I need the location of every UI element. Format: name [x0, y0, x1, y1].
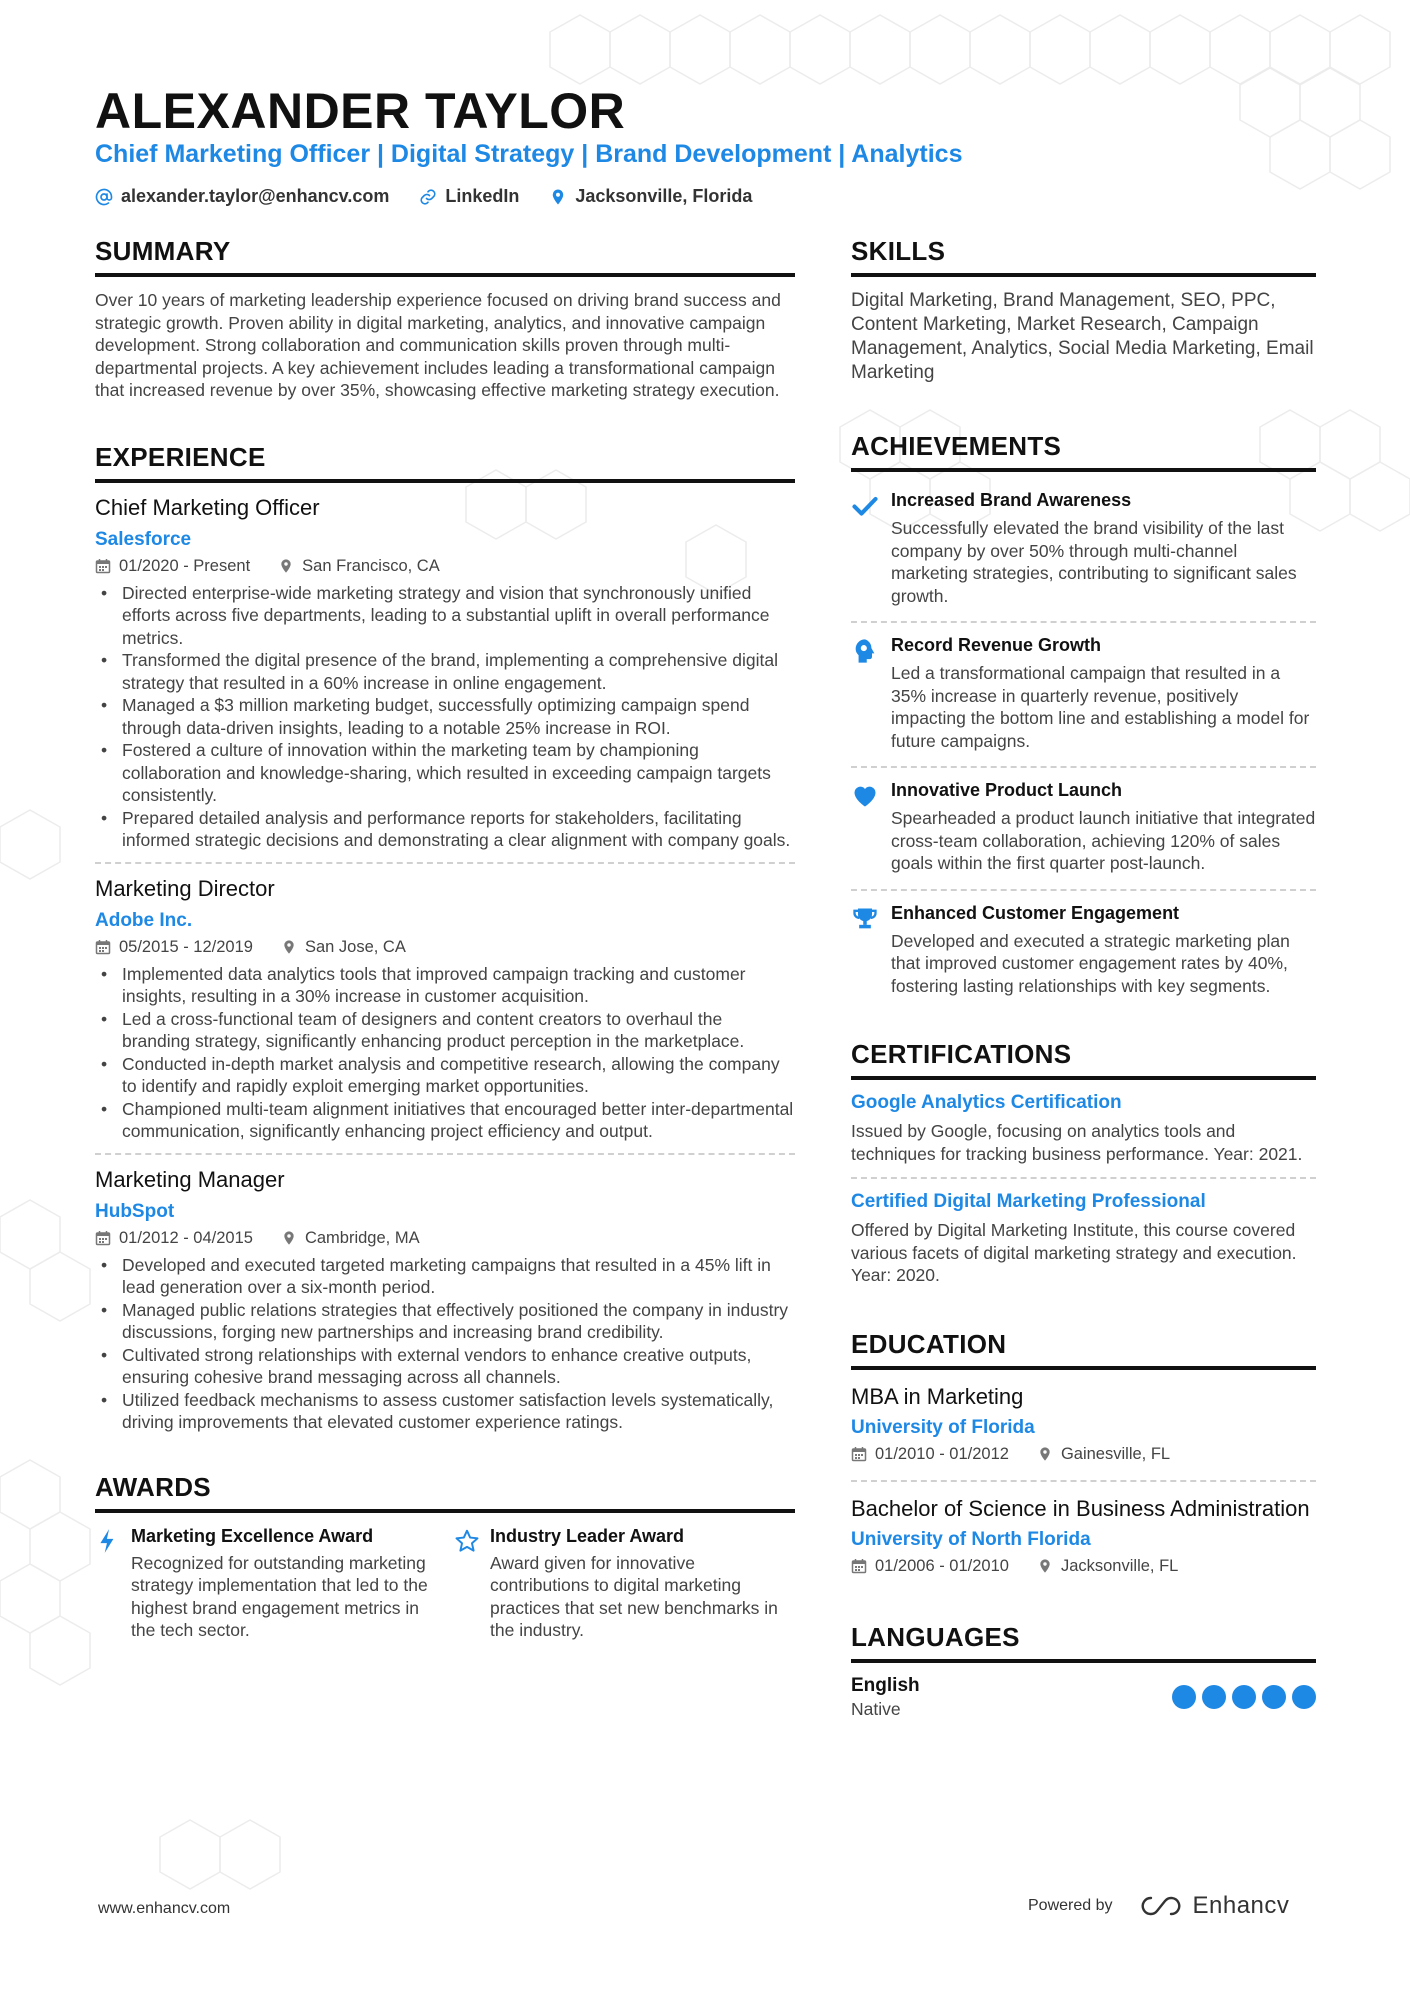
- award-title: Marketing Excellence Award: [131, 1525, 374, 1546]
- job-location: Cambridge, MA: [304, 1228, 420, 1247]
- education-meta: [851, 1445, 1316, 1464]
- education-location: Gainesville, FL: [1060, 1444, 1171, 1463]
- brand-text: Enhancv: [1192, 1892, 1290, 1919]
- map-pin-icon: [1037, 1558, 1053, 1574]
- star-icon: [454, 1528, 480, 1554]
- achievement-item: [851, 889, 1316, 1006]
- job-entry: [95, 1153, 795, 1444]
- footer-website[interactable]: www.enhancv.com: [98, 1900, 231, 1917]
- achievements-section: [851, 431, 1316, 1005]
- map-pin-icon: [1037, 1446, 1053, 1462]
- company-name: Salesforce: [95, 528, 192, 550]
- job-meta: [95, 557, 795, 576]
- rating-dot: [1232, 1685, 1256, 1709]
- language-rating: [1172, 1685, 1316, 1709]
- achievement-desc: Successfully elevated the brand visibility of the last company by over 50% through multi-channel marketing strategies, contributing to significant sales growth.: [891, 518, 1297, 606]
- at-icon: [95, 188, 113, 206]
- company-name: HubSpot: [95, 1200, 175, 1222]
- achievement-title: Innovative Product Launch: [891, 780, 1123, 800]
- bolt-icon: [95, 1528, 121, 1554]
- summary-heading: SUMMARY: [95, 236, 795, 277]
- education-section: [851, 1329, 1316, 1592]
- rating-dot: [1292, 1685, 1316, 1709]
- calendar-icon: [95, 558, 111, 574]
- certification-item: [851, 1177, 1316, 1299]
- calendar-icon: [95, 939, 111, 955]
- experience-heading: EXPERIENCE: [95, 442, 795, 483]
- award-desc: Award given for innovative contributions to digital marketing practices that set new benchmarks in the industry.: [490, 1552, 778, 1640]
- footer-branding: [1028, 1892, 1289, 1920]
- calendar-icon: [851, 1558, 867, 1574]
- bullet-item: • Championed multi-team alignment initiatives that encouraged better inter-departmental communication, significantly enhancing project efficiency and output.: [95, 1098, 795, 1143]
- education-item: [851, 1382, 1316, 1480]
- linkedin-contact[interactable]: [419, 186, 519, 207]
- rating-dot: [1202, 1685, 1226, 1709]
- job-bullets: [95, 963, 795, 1143]
- achievement-desc: Spearheaded a product launch initiative that integrated cross-team collaboration, achieving 120% of sales goals within the first quarter post-launch.: [891, 808, 1316, 873]
- bullet-item: • Prepared detailed analysis and performance reports for stakeholders, facilitating informed strategic decisions and demonstrating a clear alignment with company goals.: [95, 807, 795, 852]
- job-title: Marketing Director: [95, 875, 275, 901]
- bullet-item: • Fostered a culture of innovation within the marketing team by championing collaboration and knowledge-sharing, which resulted in exceeding campaign targets consistently.: [95, 739, 795, 807]
- left-column: [95, 236, 795, 1642]
- achievement-item: [851, 484, 1316, 621]
- education-heading: EDUCATION: [851, 1329, 1316, 1370]
- bullet-item: • Conducted in-depth market analysis and competitive research, allowing the company to identify and rapidly exploit emerging market opportunities.: [95, 1053, 795, 1098]
- link-icon: [419, 188, 437, 206]
- achievement-desc: Led a transformational campaign that resulted in a 35% increase in quarterly revenue, positively impacting the bottom line and establishing a model for future campaigns.: [891, 663, 1310, 751]
- contact-row: [95, 186, 752, 207]
- certification-desc: Issued by Google, focusing on analytics tools and techniques for tracking business performance. Year: 2021.: [851, 1121, 1303, 1164]
- location-text: Jacksonville, Florida: [575, 186, 753, 206]
- map-pin-icon: [278, 558, 294, 574]
- skills-heading: SKILLS: [851, 236, 1316, 277]
- job-dates: 01/2020 - Present: [119, 556, 251, 575]
- award-title: Industry Leader Award: [490, 1525, 685, 1546]
- enhancv-logo[interactable]: [1137, 1892, 1290, 1920]
- location-contact: [549, 186, 752, 207]
- experience-section: [95, 442, 795, 1444]
- bullet-item: • Directed enterprise-wide marketing strategy and vision that synchronously unified efforts across five departments, leading to a substantial uplift in overall performance metrics.: [95, 582, 795, 650]
- powered-by-text: Powered by: [1028, 1897, 1113, 1914]
- job-meta: [95, 938, 795, 957]
- summary-text: Over 10 years of marketing leadership experience focused on driving brand success and strategic growth. Proven ability in digital marketing, analytics, and innovative campaign development. Strong collaboration and communication skills proven through multi-departmental projects. A key achievement includes leading a transformational campaign that increased revenue by over 35%, showcasing effective marketing strategy execution.: [95, 290, 781, 400]
- awards-section: [95, 1472, 795, 1642]
- language-name: English: [851, 1674, 920, 1696]
- bullet-item: • Developed and executed targeted marketing campaigns that resulted in a 45% lift in lead generation over a six-month period.: [95, 1254, 795, 1299]
- calendar-icon: [95, 1230, 111, 1246]
- job-dates: 01/2012 - 04/2015: [119, 1228, 253, 1247]
- skills-section: [851, 236, 1316, 385]
- rating-dot: [1172, 1685, 1196, 1709]
- bullet-item: • Managed a $3 million marketing budget, successfully optimizing campaign spend through data-driven insights, leading to a notable 25% increase in ROI.: [95, 694, 795, 739]
- right-column: [851, 236, 1316, 1720]
- company-name: Adobe Inc.: [95, 909, 193, 931]
- job-bullets: [95, 582, 795, 852]
- certifications-section: [851, 1039, 1316, 1299]
- bullet-item: • Utilized feedback mechanisms to assess customer satisfaction levels systematically, driving improvements that elevated customer experience ratings.: [95, 1389, 795, 1434]
- certification-desc: Offered by Digital Marketing Institute, this course covered various facets of digital marketing strategy and execution. Year: 2020.: [851, 1220, 1297, 1285]
- language-level: Native: [851, 1698, 901, 1719]
- education-meta: [851, 1557, 1316, 1576]
- education-item: [851, 1480, 1316, 1592]
- language-item: [851, 1675, 1316, 1720]
- job-meta: [95, 1229, 795, 1248]
- job-entry: [95, 495, 795, 862]
- awards-heading: AWARDS: [95, 1472, 795, 1513]
- job-location: San Francisco, CA: [302, 556, 440, 575]
- certifications-heading: CERTIFICATIONS: [851, 1039, 1316, 1080]
- achievement-item: [851, 766, 1316, 889]
- job-bullets: [95, 1254, 795, 1434]
- heart-icon: [851, 782, 879, 810]
- certification-item: [851, 1092, 1316, 1177]
- job-dates: 05/2015 - 12/2019: [119, 937, 253, 956]
- achievements-heading: ACHIEVEMENTS: [851, 431, 1316, 472]
- brain-icon: [851, 637, 879, 665]
- award-desc: Recognized for outstanding marketing strategy implementation that led to the highest brand engagement metrics in the tech sector.: [131, 1552, 428, 1640]
- enhancv-logo-icon: [1137, 1894, 1185, 1918]
- summary-section: [95, 236, 795, 402]
- education-dates: 01/2010 - 01/2012: [875, 1444, 1009, 1463]
- email-text: alexander.taylor@enhancv.com: [121, 186, 390, 206]
- map-pin-icon: [281, 939, 297, 955]
- degree-title: MBA in Marketing: [851, 1383, 1024, 1409]
- achievement-item: [851, 621, 1316, 766]
- email-contact[interactable]: [95, 186, 389, 207]
- bullet-item: • Led a cross-functional team of designers and content creators to overhaul the branding strategy, significantly enhancing product perception in the marketplace.: [95, 1008, 795, 1053]
- education-dates: 01/2006 - 01/2010: [875, 1556, 1009, 1575]
- calendar-icon: [851, 1446, 867, 1462]
- school-name: University of Florida: [851, 1416, 1035, 1438]
- school-name: University of North Florida: [851, 1528, 1091, 1550]
- achievement-title: Increased Brand Awareness: [891, 490, 1132, 510]
- award-item: [95, 1525, 436, 1642]
- map-pin-icon: [281, 1230, 297, 1246]
- job-title: Chief Marketing Officer: [95, 494, 320, 520]
- achievement-title: Record Revenue Growth: [891, 635, 1102, 655]
- linkedin-text: LinkedIn: [445, 186, 520, 206]
- degree-title: Bachelor of Science in Business Administration: [851, 1495, 1310, 1521]
- education-location: Jacksonville, FL: [1060, 1556, 1179, 1575]
- job-location: San Jose, CA: [304, 937, 406, 956]
- bullet-item: • Implemented data analytics tools that improved campaign tracking and customer insights, resulting in a 30% increase in customer acquisition.: [95, 963, 795, 1008]
- job-title: Marketing Manager: [95, 1166, 285, 1192]
- achievement-desc: Developed and executed a strategic marketing plan that improved customer engagement rates by 40%, fostering lasting relationships with key segments.: [891, 930, 1290, 996]
- languages-heading: LANGUAGES: [851, 1622, 1316, 1663]
- trophy-icon: [851, 905, 879, 933]
- checkmark-icon: [851, 492, 879, 520]
- bullet-item: • Managed public relations strategies that effectively positioned the company in industry discussions, forging new partnerships and increasing brand credibility.: [95, 1299, 795, 1344]
- candidate-name: ALEXANDER TAYLOR: [95, 83, 626, 139]
- languages-section: [851, 1622, 1316, 1720]
- job-entry: [95, 862, 795, 1153]
- skills-text: Digital Marketing, Brand Management, SEO, PPC, Content Marketing, Market Research, Campaign Management, Analytics, Social Media Marketing, Email Marketing: [851, 290, 1314, 383]
- bullet-item: • Cultivated strong relationships with external vendors to enhance creative outputs, ensuring cohesive brand messaging across all channels.: [95, 1344, 795, 1389]
- certification-title: Certified Digital Marketing Professional: [851, 1191, 1206, 1212]
- bullet-item: • Transformed the digital presence of the brand, implementing a comprehensive digital strategy that resulted in a 60% increase in online engagement.: [95, 649, 795, 694]
- award-item: [454, 1525, 795, 1642]
- certification-title: Google Analytics Certification: [851, 1092, 1122, 1113]
- map-pin-icon: [549, 188, 567, 206]
- achievement-title: Enhanced Customer Engagement: [891, 902, 1180, 923]
- headline: Chief Marketing Officer | Digital Strategy | Brand Development | Analytics: [95, 140, 963, 168]
- rating-dot: [1262, 1685, 1286, 1709]
